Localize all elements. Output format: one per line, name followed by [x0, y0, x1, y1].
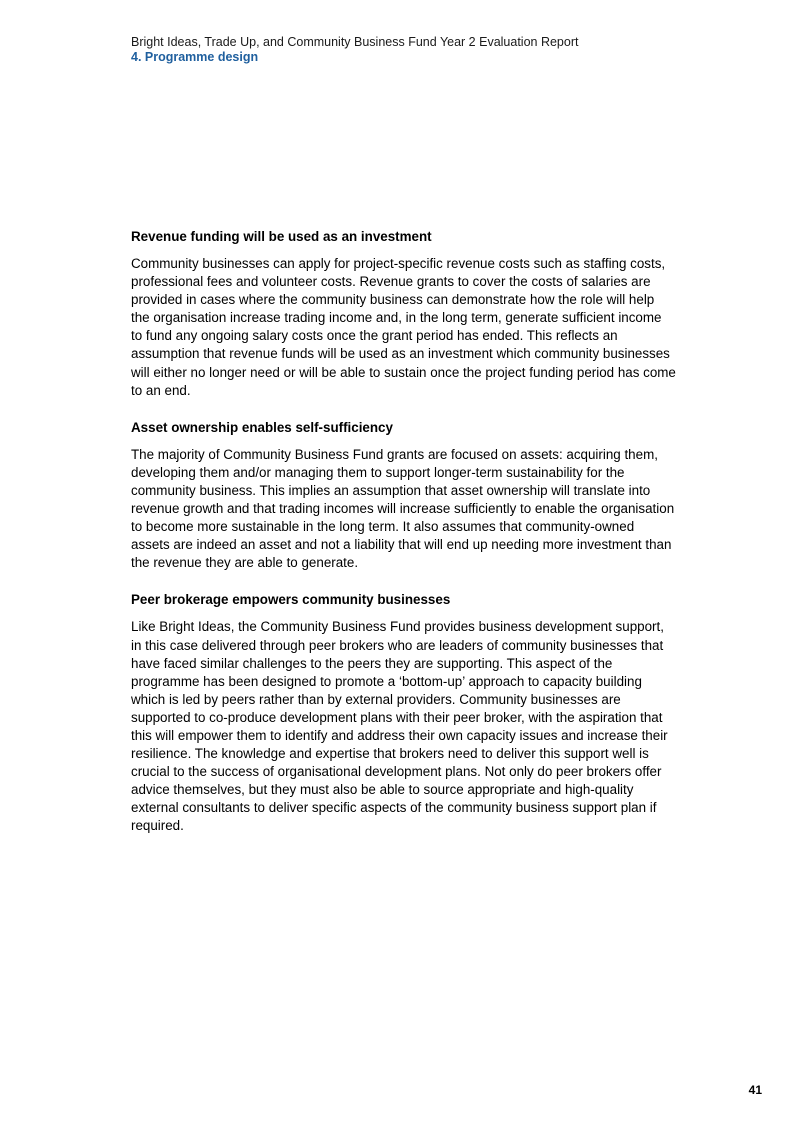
section-asset-ownership	[131, 419, 676, 573]
section-paragraph: Community businesses can apply for project-specific revenue costs such as staffing costs, professional fees and volunteer costs. Revenue grants to cover the costs of salaries are provided in cases where the community business can demonstrate how the role will help the organisation increase trading income and, in the long term, generate sufficient income to fund any ongoing salary costs once the grant period has ended. This reflects an assumption that revenue funds will be used as an investment which community businesses will either no longer need or will be able to sustain once the project funding period has come to an end.	[131, 256, 676, 398]
page-content	[131, 228, 676, 836]
section-heading: Peer brokerage empowers community businesses	[131, 592, 451, 608]
section-heading: Asset ownership enables self-sufficiency	[131, 419, 393, 435]
section-heading: Revenue funding will be used as an investment	[131, 229, 432, 244]
section-label: 4. Programme design	[131, 50, 259, 64]
section-paragraph: Like Bright Ideas, the Community Business Fund provides business development support, in this case delivered through peer brokers who are leaders of community businesses that have faced similar challenges to the peers they are supporting. This aspect of the programme has been designed to promote a ‘bottom-up’ approach to capacity building which is led by peers rather than by external providers. Community businesses are supported to co-produce development plans with their peer broker, with the aspiration that this will empower them to identify and address their own capacity issues and increase their resilience. The knowledge and expertise that brokers need to deliver this support well is crucial to the success of organisational development plans. Not only do peer brokers offer advice themselves, but they must also be able to source appropriate and high-quality external consultants to deliver specific aspects of the community business support plan if required.	[131, 619, 668, 834]
report-title: Bright Ideas, Trade Up, and Community Business Fund Year 2 Evaluation Report	[131, 35, 579, 49]
running-header	[131, 35, 691, 65]
section-revenue-funding	[131, 228, 676, 400]
section-paragraph: The majority of Community Business Fund grants are focused on assets: acquiring them, developing them and/or managing them to support longer-term sustainability for the community business. This implies an assumption that asset ownership will translate into revenue growth and that trading incomes will increase sufficiently to enable the organisation to become more sustainable in the long term. It also assumes that community-owned assets are indeed an asset and not a liability that will end up needing more investment than the revenue they are able to generate.	[131, 446, 675, 571]
page-number: 41	[748, 1083, 762, 1097]
section-peer-brokerage	[131, 591, 676, 835]
